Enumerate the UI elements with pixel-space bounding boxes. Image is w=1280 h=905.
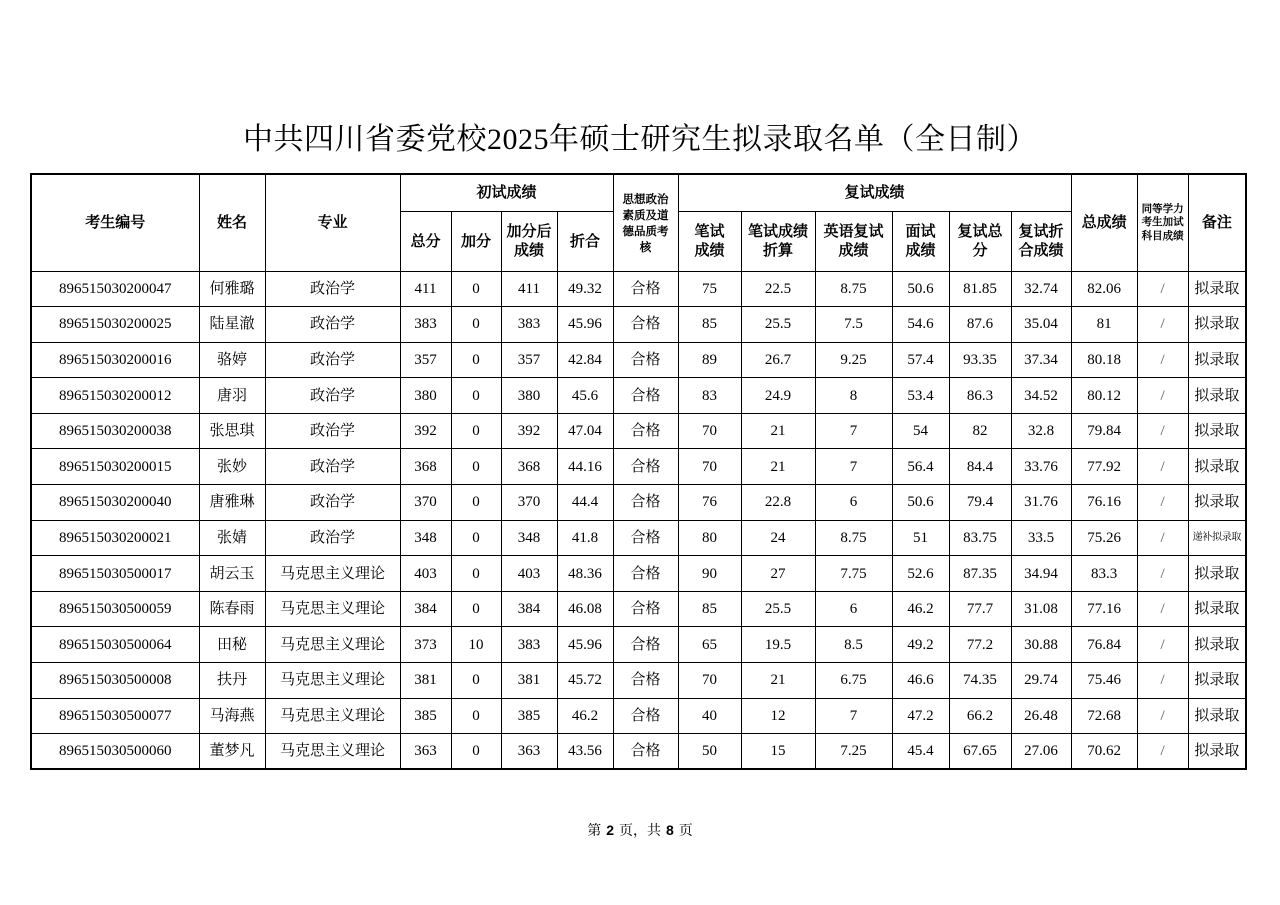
total-pages-number: 8: [666, 822, 674, 838]
written-score-cell: 85: [678, 307, 741, 343]
interview-cell: 57.4: [892, 342, 949, 378]
written-converted-cell: 24.9: [741, 378, 815, 414]
bonus-adjusted-cell: 381: [501, 663, 557, 699]
political-review-cell: 合格: [613, 627, 678, 663]
remark-cell: 拟录取: [1188, 413, 1246, 449]
major-cell: 马克思主义理论: [265, 556, 400, 592]
equivalent-exam-cell: /: [1137, 663, 1188, 699]
interview-cell: 46.2: [892, 591, 949, 627]
prelim-converted-cell: 45.72: [557, 663, 613, 699]
prelim-total-cell: 368: [400, 449, 451, 485]
political-review-cell: 合格: [613, 698, 678, 734]
bonus-cell: 0: [451, 556, 501, 592]
bonus-adjusted-cell: 357: [501, 342, 557, 378]
prelim-total-cell: 385: [400, 698, 451, 734]
interview-cell: 53.4: [892, 378, 949, 414]
retest-converted-cell: 31.08: [1011, 591, 1071, 627]
bonus-adjusted-cell: 385: [501, 698, 557, 734]
written-converted-cell: 21: [741, 413, 815, 449]
bonus-cell: 0: [451, 307, 501, 343]
major-cell: 马克思主义理论: [265, 663, 400, 699]
prelim-converted-cell: 41.8: [557, 520, 613, 556]
prelim-total-cell: 363: [400, 734, 451, 770]
english-retest-cell: 6: [815, 591, 892, 627]
political-review-cell: 合格: [613, 271, 678, 307]
major-cell: 马克思主义理论: [265, 591, 400, 627]
english-retest-cell: 7.5: [815, 307, 892, 343]
prelim-converted-cell: 48.36: [557, 556, 613, 592]
retest-total-cell: 77.7: [949, 591, 1011, 627]
retest-converted-cell: 34.94: [1011, 556, 1071, 592]
bonus-adjusted-cell: 368: [501, 449, 557, 485]
header-political-review: 思想政治素质及道德品质考核: [622, 191, 669, 254]
written-score-cell: 83: [678, 378, 741, 414]
table-row: [31, 698, 1246, 734]
equivalent-exam-cell: /: [1137, 413, 1188, 449]
english-retest-cell: 8.75: [815, 520, 892, 556]
table-row: [31, 271, 1246, 307]
name-cell: 陆星澈: [199, 307, 265, 343]
prelim-total-cell: 380: [400, 378, 451, 414]
equivalent-exam-cell: /: [1137, 307, 1188, 343]
retest-total-cell: 66.2: [949, 698, 1011, 734]
header-prelim-converted: 折合: [557, 211, 613, 271]
bonus-cell: 0: [451, 413, 501, 449]
prelim-total-cell: 411: [400, 271, 451, 307]
prelim-total-cell: 357: [400, 342, 451, 378]
political-review-cell: 合格: [613, 449, 678, 485]
header-major: 专业: [265, 174, 400, 271]
exam-id-cell: 896515030500060: [31, 734, 199, 770]
written-score-cell: 70: [678, 449, 741, 485]
equivalent-exam-cell: /: [1137, 556, 1188, 592]
header-name: 姓名: [199, 174, 265, 271]
bonus-cell: 0: [451, 663, 501, 699]
prelim-total-cell: 384: [400, 591, 451, 627]
header-retest-converted: 复试折合成绩: [1018, 222, 1064, 259]
bonus-cell: 0: [451, 520, 501, 556]
total-score-cell: 81: [1071, 307, 1137, 343]
retest-converted-cell: 34.52: [1011, 378, 1071, 414]
political-review-cell: 合格: [613, 378, 678, 414]
header-equivalent-exam-cell: [1137, 174, 1188, 271]
footer-prefix: 第: [587, 823, 602, 839]
retest-total-cell: 86.3: [949, 378, 1011, 414]
header-bonus: 加分: [451, 211, 501, 271]
header-written-converted-cell: [741, 211, 815, 271]
table-row: [31, 556, 1246, 592]
header-bonus-adjusted: 加分后成绩: [506, 222, 552, 259]
total-score-cell: 83.3: [1071, 556, 1137, 592]
name-cell: 董梦凡: [199, 734, 265, 770]
retest-total-cell: 79.4: [949, 485, 1011, 521]
retest-converted-cell: 30.88: [1011, 627, 1071, 663]
bonus-adjusted-cell: 392: [501, 413, 557, 449]
exam-id-cell: 896515030200025: [31, 307, 199, 343]
table-row: [31, 307, 1246, 343]
english-retest-cell: 9.25: [815, 342, 892, 378]
english-retest-cell: 7.75: [815, 556, 892, 592]
equivalent-exam-cell: /: [1137, 449, 1188, 485]
bonus-cell: 0: [451, 342, 501, 378]
total-score-cell: 80.12: [1071, 378, 1137, 414]
retest-total-cell: 74.35: [949, 663, 1011, 699]
remark-cell: 拟录取: [1188, 591, 1246, 627]
bonus-adjusted-cell: 411: [501, 271, 557, 307]
english-retest-cell: 8: [815, 378, 892, 414]
written-converted-cell: 15: [741, 734, 815, 770]
equivalent-exam-cell: /: [1137, 378, 1188, 414]
header-written-converted: 笔试成绩折算: [748, 222, 809, 259]
prelim-converted-cell: 45.96: [557, 627, 613, 663]
written-converted-cell: 25.5: [741, 307, 815, 343]
prelim-total-cell: 383: [400, 307, 451, 343]
retest-total-cell: 81.85: [949, 271, 1011, 307]
remark-cell: 拟录取: [1188, 449, 1246, 485]
major-cell: 马克思主义理论: [265, 698, 400, 734]
prelim-converted-cell: 45.96: [557, 307, 613, 343]
prelim-converted-cell: 44.16: [557, 449, 613, 485]
bonus-adjusted-cell: 383: [501, 307, 557, 343]
interview-cell: 49.2: [892, 627, 949, 663]
written-score-cell: 70: [678, 663, 741, 699]
retest-converted-cell: 31.76: [1011, 485, 1071, 521]
political-review-cell: 合格: [613, 342, 678, 378]
header-total-score: 总成绩: [1071, 174, 1137, 271]
exam-id-cell: 896515030500059: [31, 591, 199, 627]
interview-cell: 46.6: [892, 663, 949, 699]
header-equivalent-exam: 同等学力考生加试科目成绩: [1141, 202, 1184, 242]
table-row: [31, 627, 1246, 663]
name-cell: 扶丹: [199, 663, 265, 699]
table-row: [31, 485, 1246, 521]
name-cell: 张妙: [199, 449, 265, 485]
interview-cell: 51: [892, 520, 949, 556]
political-review-cell: 合格: [613, 413, 678, 449]
exam-id-cell: 896515030200012: [31, 378, 199, 414]
remark-cell: 拟录取: [1188, 271, 1246, 307]
english-retest-cell: 7.25: [815, 734, 892, 770]
political-review-cell: 合格: [613, 663, 678, 699]
retest-converted-cell: 29.74: [1011, 663, 1071, 699]
equivalent-exam-cell: /: [1137, 698, 1188, 734]
footer-middle: 页，共: [619, 823, 661, 839]
bonus-adjusted-cell: 348: [501, 520, 557, 556]
table-row: [31, 663, 1246, 699]
political-review-cell: 合格: [613, 485, 678, 521]
written-score-cell: 89: [678, 342, 741, 378]
major-cell: 政治学: [265, 307, 400, 343]
prelim-total-cell: 370: [400, 485, 451, 521]
remark-cell: 拟录取: [1188, 485, 1246, 521]
retest-total-cell: 87.6: [949, 307, 1011, 343]
retest-total-cell: 84.4: [949, 449, 1011, 485]
header-interview: 面试成绩: [905, 222, 936, 259]
retest-total-cell: 82: [949, 413, 1011, 449]
retest-converted-cell: 35.04: [1011, 307, 1071, 343]
admission-table: [30, 173, 1247, 770]
major-cell: 马克思主义理论: [265, 627, 400, 663]
exam-id-cell: 896515030200016: [31, 342, 199, 378]
exam-id-cell: 896515030200015: [31, 449, 199, 485]
prelim-converted-cell: 46.08: [557, 591, 613, 627]
prelim-converted-cell: 43.56: [557, 734, 613, 770]
interview-cell: 45.4: [892, 734, 949, 770]
total-score-cell: 72.68: [1071, 698, 1137, 734]
written-score-cell: 70: [678, 413, 741, 449]
remark-cell: 拟录取: [1188, 342, 1246, 378]
total-score-cell: 70.62: [1071, 734, 1137, 770]
written-score-cell: 85: [678, 591, 741, 627]
retest-converted-cell: 33.5: [1011, 520, 1071, 556]
remark-cell: 拟录取: [1188, 663, 1246, 699]
current-page-number: 2: [606, 822, 614, 838]
exam-id-cell: 896515030200040: [31, 485, 199, 521]
bonus-cell: 0: [451, 271, 501, 307]
remark-cell: 拟录取: [1188, 378, 1246, 414]
name-cell: 唐羽: [199, 378, 265, 414]
header-prelim-total: 总分: [400, 211, 451, 271]
header-retest-group: 复试成绩: [678, 174, 1071, 211]
written-score-cell: 80: [678, 520, 741, 556]
header-bonus-adjusted-cell: [501, 211, 557, 271]
total-score-cell: 76.16: [1071, 485, 1137, 521]
equivalent-exam-cell: /: [1137, 591, 1188, 627]
political-review-cell: 合格: [613, 591, 678, 627]
english-retest-cell: 7: [815, 449, 892, 485]
table-row: [31, 413, 1246, 449]
political-review-cell: 合格: [613, 307, 678, 343]
major-cell: 政治学: [265, 413, 400, 449]
written-converted-cell: 21: [741, 449, 815, 485]
name-cell: 张思琪: [199, 413, 265, 449]
english-retest-cell: 7: [815, 413, 892, 449]
written-score-cell: 90: [678, 556, 741, 592]
total-score-cell: 75.26: [1071, 520, 1137, 556]
major-cell: 政治学: [265, 520, 400, 556]
remark-cell: 拟录取: [1188, 627, 1246, 663]
written-score-cell: 76: [678, 485, 741, 521]
prelim-total-cell: 392: [400, 413, 451, 449]
retest-converted-cell: 33.76: [1011, 449, 1071, 485]
retest-converted-cell: 32.74: [1011, 271, 1071, 307]
page-footer: [0, 820, 1280, 841]
prelim-converted-cell: 42.84: [557, 342, 613, 378]
retest-total-cell: 77.2: [949, 627, 1011, 663]
prelim-total-cell: 403: [400, 556, 451, 592]
name-cell: 马海燕: [199, 698, 265, 734]
interview-cell: 50.6: [892, 485, 949, 521]
equivalent-exam-cell: /: [1137, 734, 1188, 770]
retest-converted-cell: 27.06: [1011, 734, 1071, 770]
header-political-review-cell: [613, 174, 678, 271]
bonus-adjusted-cell: 380: [501, 378, 557, 414]
interview-cell: 54: [892, 413, 949, 449]
retest-converted-cell: 32.8: [1011, 413, 1071, 449]
written-score-cell: 65: [678, 627, 741, 663]
prelim-total-cell: 373: [400, 627, 451, 663]
written-converted-cell: 12: [741, 698, 815, 734]
header-written-score: 笔试成绩: [694, 222, 725, 259]
remark-cell: 拟录取: [1188, 556, 1246, 592]
header-retest-total-cell: [949, 211, 1011, 271]
header-preliminary-group: 初试成绩: [400, 174, 613, 211]
written-converted-cell: 19.5: [741, 627, 815, 663]
written-converted-cell: 22.8: [741, 485, 815, 521]
name-cell: 唐雅琳: [199, 485, 265, 521]
total-score-cell: 75.46: [1071, 663, 1137, 699]
bonus-cell: 0: [451, 591, 501, 627]
table-row: [31, 378, 1246, 414]
table-row: [31, 591, 1246, 627]
name-cell: 陈春雨: [199, 591, 265, 627]
major-cell: 政治学: [265, 485, 400, 521]
remark-cell: 递补拟录取: [1188, 520, 1246, 556]
political-review-cell: 合格: [613, 734, 678, 770]
header-written-score-cell: [678, 211, 741, 271]
bonus-adjusted-cell: 383: [501, 627, 557, 663]
bonus-adjusted-cell: 384: [501, 591, 557, 627]
equivalent-exam-cell: /: [1137, 520, 1188, 556]
retest-total-cell: 83.75: [949, 520, 1011, 556]
prelim-total-cell: 348: [400, 520, 451, 556]
total-score-cell: 76.84: [1071, 627, 1137, 663]
interview-cell: 47.2: [892, 698, 949, 734]
bonus-cell: 0: [451, 378, 501, 414]
political-review-cell: 合格: [613, 556, 678, 592]
written-score-cell: 50: [678, 734, 741, 770]
written-converted-cell: 22.5: [741, 271, 815, 307]
bonus-cell: 0: [451, 449, 501, 485]
header-interview-cell: [892, 211, 949, 271]
remark-cell: 拟录取: [1188, 734, 1246, 770]
major-cell: 政治学: [265, 342, 400, 378]
bonus-cell: 10: [451, 627, 501, 663]
name-cell: 张婧: [199, 520, 265, 556]
interview-cell: 52.6: [892, 556, 949, 592]
header-remark: 备注: [1188, 174, 1246, 271]
retest-converted-cell: 37.34: [1011, 342, 1071, 378]
retest-converted-cell: 26.48: [1011, 698, 1071, 734]
equivalent-exam-cell: /: [1137, 271, 1188, 307]
equivalent-exam-cell: /: [1137, 342, 1188, 378]
total-score-cell: 82.06: [1071, 271, 1137, 307]
table-row: [31, 520, 1246, 556]
bonus-cell: 0: [451, 734, 501, 770]
prelim-converted-cell: 49.32: [557, 271, 613, 307]
exam-id-cell: 896515030500064: [31, 627, 199, 663]
equivalent-exam-cell: /: [1137, 485, 1188, 521]
name-cell: 胡云玉: [199, 556, 265, 592]
written-converted-cell: 26.7: [741, 342, 815, 378]
written-converted-cell: 24: [741, 520, 815, 556]
bonus-cell: 0: [451, 485, 501, 521]
name-cell: 田秘: [199, 627, 265, 663]
retest-total-cell: 67.65: [949, 734, 1011, 770]
english-retest-cell: 6: [815, 485, 892, 521]
total-score-cell: 79.84: [1071, 413, 1137, 449]
header-retest-converted-cell: [1011, 211, 1071, 271]
major-cell: 政治学: [265, 271, 400, 307]
exam-id-cell: 896515030200047: [31, 271, 199, 307]
english-retest-cell: 8.5: [815, 627, 892, 663]
interview-cell: 54.6: [892, 307, 949, 343]
exam-id-cell: 896515030500077: [31, 698, 199, 734]
header-row-top: [31, 174, 1246, 211]
political-review-cell: 合格: [613, 520, 678, 556]
total-score-cell: 77.16: [1071, 591, 1137, 627]
retest-total-cell: 87.35: [949, 556, 1011, 592]
exam-id-cell: 896515030500017: [31, 556, 199, 592]
bonus-adjusted-cell: 403: [501, 556, 557, 592]
bonus-adjusted-cell: 370: [501, 485, 557, 521]
bonus-cell: 0: [451, 698, 501, 734]
major-cell: 马克思主义理论: [265, 734, 400, 770]
prelim-converted-cell: 46.2: [557, 698, 613, 734]
exam-id-cell: 896515030500008: [31, 663, 199, 699]
total-score-cell: 80.18: [1071, 342, 1137, 378]
written-converted-cell: 27: [741, 556, 815, 592]
bonus-adjusted-cell: 363: [501, 734, 557, 770]
written-score-cell: 40: [678, 698, 741, 734]
english-retest-cell: 8.75: [815, 271, 892, 307]
interview-cell: 50.6: [892, 271, 949, 307]
written-score-cell: 75: [678, 271, 741, 307]
name-cell: 何雅璐: [199, 271, 265, 307]
table-row: [31, 342, 1246, 378]
interview-cell: 56.4: [892, 449, 949, 485]
equivalent-exam-cell: /: [1137, 627, 1188, 663]
english-retest-cell: 7: [815, 698, 892, 734]
header-exam-id: 考生编号: [31, 174, 199, 271]
page-title: 中共四川省委党校2025年硕士研究生拟录取名单（全日制）: [243, 123, 1037, 156]
exam-id-cell: 896515030200038: [31, 413, 199, 449]
retest-total-cell: 93.35: [949, 342, 1011, 378]
header-english-retest-cell: [815, 211, 892, 271]
header-retest-total: 复试总分: [957, 222, 1003, 259]
total-score-cell: 77.92: [1071, 449, 1137, 485]
written-converted-cell: 21: [741, 663, 815, 699]
name-cell: 骆婷: [199, 342, 265, 378]
footer-suffix: 页: [678, 823, 693, 839]
remark-cell: 拟录取: [1188, 307, 1246, 343]
prelim-converted-cell: 45.6: [557, 378, 613, 414]
major-cell: 政治学: [265, 449, 400, 485]
major-cell: 政治学: [265, 378, 400, 414]
table-row: [31, 734, 1246, 770]
prelim-converted-cell: 44.4: [557, 485, 613, 521]
header-english-retest: 英语复试成绩: [823, 222, 884, 259]
english-retest-cell: 6.75: [815, 663, 892, 699]
written-converted-cell: 25.5: [741, 591, 815, 627]
prelim-converted-cell: 47.04: [557, 413, 613, 449]
remark-cell: 拟录取: [1188, 698, 1246, 734]
exam-id-cell: 896515030200021: [31, 520, 199, 556]
table-row: [31, 449, 1246, 485]
prelim-total-cell: 381: [400, 663, 451, 699]
